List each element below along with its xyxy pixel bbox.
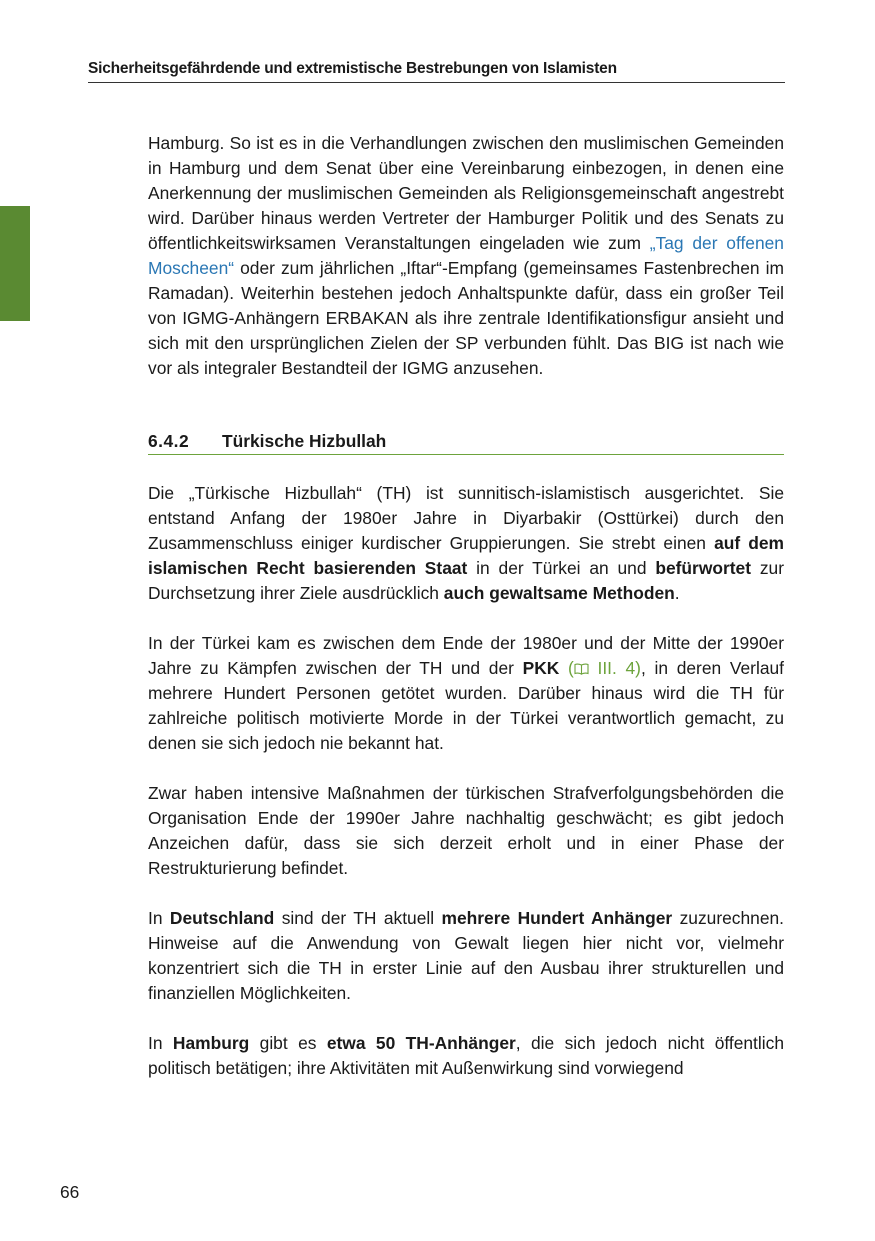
text-span: ( bbox=[559, 658, 574, 678]
text-span: sind der TH aktuell bbox=[274, 908, 442, 928]
text-span: In bbox=[148, 1033, 173, 1053]
text-span: Die „Türkische Hizbullah“ (TH) ist sunnitisch-islamistisch ausgerichtet. Sie entstand Anfang der 1980er Jahre in Diyarbakir (Osttürkei) durch den Zusammenschluss einiger kurdischer Gruppierungen. Sie strebt einen bbox=[148, 483, 784, 553]
bold-text: Hamburg bbox=[172, 1033, 250, 1053]
text-span: Hamburg. So ist es in die Verhandlungen zwischen den muslimischen Gemeinden in Hamburg und dem Senat über eine Vereinbarung einbezogen, in denen eine Anerkennung der muslimischen Gemeinden als Religionsgemeinschaft angestrebt wird. Darüber hinaus werden Vertreter der Hamburger Politik und des Senats zu öffentlichkeitswirksamen Veranstaltungen eingeladen wie zum bbox=[148, 133, 784, 253]
bold-text: befürwortet bbox=[655, 558, 751, 578]
text-span: , in deren Verlauf mehrere Hundert Personen getötet wurden. Darüber hinaus wird die TH für zahlreiche politisch motivierte Morde in der Türkei verantwortlich gemacht, zu denen sie sich jedoch nie bekannt hat. bbox=[148, 658, 784, 753]
bold-text: mehrere Hundert Anhänger bbox=[441, 908, 673, 928]
text-span: oder zum jährlichen „Iftar“-Empfang (gemeinsames Fastenbrechen im Ramadan). Weiterhin bestehen jedoch Anhaltspunkte dafür, dass ein großer Teil von IGMG-Anhängern ERBAKAN als ihre zentrale Identifikationsfigur ansieht und sich mit den ursprünglichen Zielen der SP verbunden fühlt. Das BIG ist nach wie vor als integraler Bestandteil der IGMG anzusehen. bbox=[148, 258, 784, 378]
chapter-tab-marker bbox=[0, 206, 30, 321]
paragraph bbox=[148, 1031, 784, 1081]
bold-text: PKK bbox=[522, 658, 560, 678]
cross-reference[interactable] bbox=[574, 658, 641, 678]
paragraph-intro bbox=[148, 131, 784, 381]
text-span: In bbox=[148, 908, 170, 928]
paragraph bbox=[148, 481, 784, 606]
text-span: zur Durchsetzung ihrer Ziele ausdrücklich bbox=[148, 558, 784, 603]
bold-text: etwa 50 TH-Anhänger bbox=[326, 1033, 516, 1053]
paragraph bbox=[148, 906, 784, 1006]
bold-text: auch gewaltsame Methoden bbox=[443, 583, 675, 603]
page-body bbox=[148, 131, 784, 1081]
paragraph bbox=[148, 631, 784, 756]
section-title: Türkische Hizbullah bbox=[222, 431, 387, 451]
section-heading bbox=[148, 429, 784, 455]
reference-text: III. 4) bbox=[588, 658, 641, 678]
text-span: Zwar haben intensive Maßnahmen der türkischen Strafverfolgungsbehörden die Organisation Ende der 1990er Jahre nachhaltig geschwächt; es gibt jedoch Anzeichen dafür, dass sie sich derzeit erholt und in einer Phase der Restrukturierung befindet. bbox=[148, 783, 784, 878]
bold-text: auf dem islamischen Recht basierenden Staat bbox=[148, 533, 784, 578]
running-head: Sicherheitsgefährdende und extremistische Bestrebungen von Islamisten bbox=[88, 60, 785, 83]
bold-text: Deutschland bbox=[169, 908, 275, 928]
text-span: , die sich jedoch nicht öffentlich politisch betätigen; ihre Aktivitäten mit Außenwirkung sind vorwiegend bbox=[148, 1033, 784, 1078]
text-span: in der Türkei an und bbox=[467, 558, 656, 578]
text-span: . bbox=[674, 583, 680, 603]
text-span: In der Türkei kam es zwischen dem Ende der 1980er und der Mitte der 1990er Jahre zu Kämpfen zwischen der TH und der bbox=[148, 633, 784, 678]
text-span: gibt es bbox=[249, 1033, 327, 1053]
text-span: zuzurechnen. Hinweise auf die Anwendung von Gewalt liegen hier nicht vor, vielmehr konzentriert sich die TH in erster Linie auf den Ausbau ihrer strukturellen und finanziellen Möglichkeiten. bbox=[148, 908, 784, 1003]
cross-reference-link[interactable]: „Tag der offenen Moscheen“ bbox=[148, 233, 784, 278]
page-number: 66 bbox=[60, 1182, 80, 1202]
paragraph bbox=[148, 781, 784, 881]
section-number: 6.4.2 bbox=[148, 431, 190, 451]
book-icon bbox=[574, 663, 589, 675]
